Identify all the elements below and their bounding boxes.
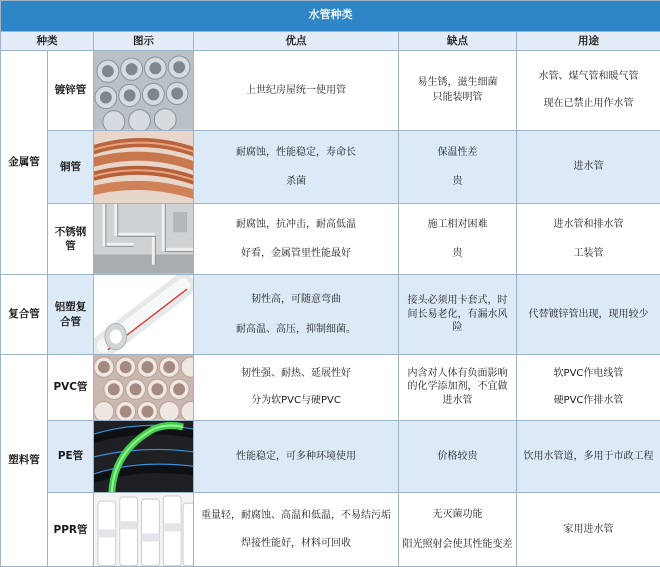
pros-line: 重量轻，耐腐蚀、高温和低温，不易结污垢 <box>201 510 391 522</box>
uses-copper <box>517 130 660 204</box>
pipe-type-pe: PE管 <box>48 420 94 493</box>
uses-line: 进水管和排水管 <box>553 218 624 230</box>
pipe-type-ppr: PPR管 <box>48 493 94 567</box>
pros-line: 韧性强、耐热、延展性好 <box>241 367 351 379</box>
header-pros: 优点 <box>194 31 399 50</box>
pipe-type-copper: 铜管 <box>48 130 94 204</box>
pros-aluminum-plastic <box>194 275 399 355</box>
pros-line: 焊接性能好，材料可回收 <box>241 537 351 549</box>
header-uses: 用途 <box>517 31 660 50</box>
pros-line: 耐高温、高压，抑制细菌。 <box>236 323 356 335</box>
uses-pvc <box>517 354 660 420</box>
header-cons: 缺点 <box>399 31 517 50</box>
uses-pe: 饮用水管道，多用于市政工程 <box>517 420 660 493</box>
category-metal: 金属管 <box>1 50 48 274</box>
uses-line: 现在已禁止用作水管 <box>543 98 634 110</box>
cons-copper <box>399 130 517 204</box>
ppr-pipe-image: i.ifeng.com/eabf <box>94 493 194 567</box>
cons-line: 易生锈，滋生细菌 <box>417 77 498 89</box>
cons-pvc: 内含对人体有负面影响的化学添加剂，不宜做进水管 <box>399 354 517 420</box>
uses-line: 工装管 <box>573 248 604 260</box>
cons-line: 施工相对困难 <box>427 218 488 230</box>
pros-line: 杀菌 <box>286 176 306 188</box>
category-plastic: 塑料管 <box>1 354 48 566</box>
header-image: 图示 <box>94 31 194 50</box>
galvanized-pipe-image <box>94 50 194 130</box>
pe-pipe-image <box>94 420 194 493</box>
uses-galvanized <box>517 50 660 130</box>
pros-line: 分为软PVC与硬PVC <box>251 395 341 407</box>
pros-line: 耐腐蚀，性能稳定，寿命长 <box>236 146 356 158</box>
uses-ppr: 家用进水管 <box>517 493 660 567</box>
cons-line: 无灭菌功能 <box>432 509 483 521</box>
aluminum-plastic-pipe-image <box>94 275 194 355</box>
category-composite: 复合管 <box>1 275 48 355</box>
pros-stainless <box>194 204 399 275</box>
table-title: 水管种类 <box>1 1 660 32</box>
pros-pe: 性能稳定，可多种环境使用 <box>194 420 399 493</box>
uses-line: 软PVC作电线管 <box>553 367 624 379</box>
cons-line: 阳光照射会使其性能变差 <box>402 538 513 550</box>
cons-galvanized <box>399 50 517 130</box>
uses-line: 硬PVC作排水管 <box>553 395 624 407</box>
stainless-pipe-image <box>94 204 194 275</box>
header-type: 种类 <box>1 31 94 50</box>
cons-line: 只能装明管 <box>432 91 483 103</box>
uses-line: 进水管 <box>573 161 604 173</box>
uses-line: 水管、煤气管和暖气管 <box>538 70 639 82</box>
pros-line: 好看，金属管里性能最好 <box>241 248 351 260</box>
cons-line: 保温性差 <box>437 146 478 158</box>
pipe-type-stainless: 不锈钢管 <box>48 204 94 275</box>
cons-line: 贵 <box>452 248 463 260</box>
cons-stainless <box>399 204 517 275</box>
pros-line: 上世纪房屋统一使用管 <box>246 84 346 96</box>
copper-pipe-image <box>94 130 194 204</box>
cons-aluminum-plastic: 接头必须用卡套式，时间长易老化，有漏水风险 <box>399 275 517 355</box>
uses-aluminum-plastic: 代替镀锌管出现，现用较少 <box>517 275 660 355</box>
pros-galvanized <box>194 50 399 130</box>
cons-ppr <box>399 493 517 567</box>
pros-pvc <box>194 354 399 420</box>
pros-line: 耐腐蚀，抗冲击，耐高低温 <box>236 218 356 230</box>
pros-ppr <box>194 493 399 567</box>
pros-line: 韧性高，可随意弯曲 <box>251 294 341 306</box>
pvc-pipe-image <box>94 354 194 420</box>
pipe-type-aluminum-plastic: 铝塑复合管 <box>48 275 94 355</box>
uses-stainless <box>517 204 660 275</box>
cons-pe: 价格较贵 <box>399 420 517 493</box>
pipe-type-galvanized: 镀锌管 <box>48 50 94 130</box>
pipe-type-pvc: PVC管 <box>48 354 94 420</box>
pros-copper <box>194 130 399 204</box>
cons-line: 贵 <box>452 176 463 188</box>
